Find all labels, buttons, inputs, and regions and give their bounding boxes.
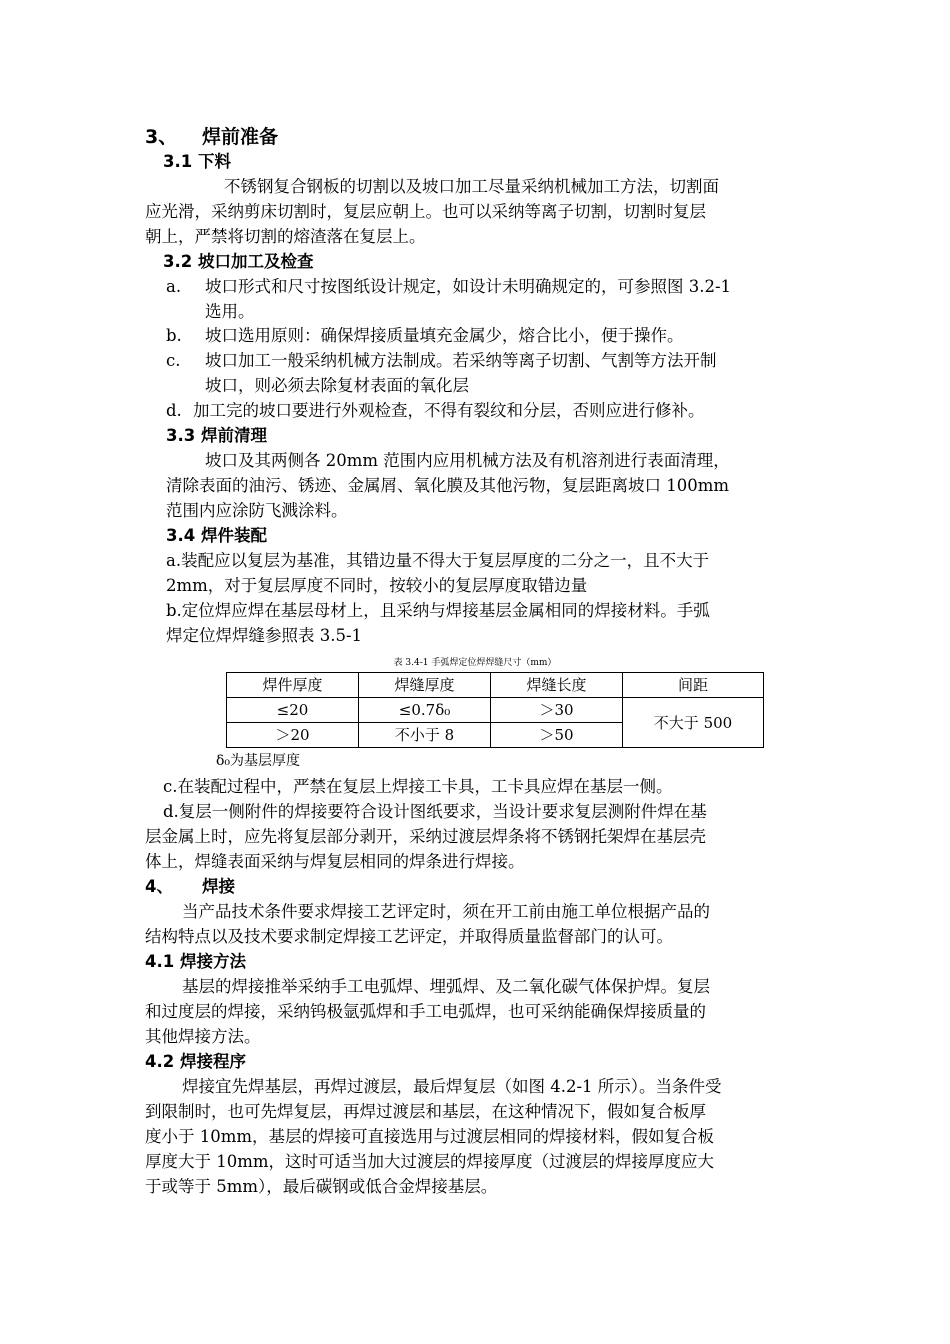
- paragraph-line: 基层的焊接推举采纳手工电弧焊、埋弧焊、及二氧化碳气体保护焊。复层: [182, 977, 710, 996]
- paragraph-line: 结构特点以及技术要求制定焊接工艺评定，并取得质量监督部门的认可。: [145, 927, 673, 946]
- paragraph-line: 焊定位焊焊缝参照表 3.5-1: [166, 626, 363, 645]
- list-item-line: 加工完的坡口要进行外观检查，不得有裂纹和分层，否则应进行修补。: [193, 401, 705, 420]
- table-merged-cell: 不大于 500: [623, 698, 764, 748]
- table-header-cell: 焊缝厚度: [359, 673, 491, 698]
- list-marker: a.: [166, 277, 182, 296]
- table-cell: ≤20: [227, 698, 359, 723]
- paragraph-line: 2mm，对于复层厚度不同时，按较小的复层厚度取错边量: [166, 576, 588, 595]
- paragraph-line: 厚度大于 10mm，这时可适当加大过渡层的焊接厚度（过渡层的焊接厚度应大: [145, 1152, 715, 1171]
- weld-size-table: [226, 672, 764, 748]
- table-cell: ＞30: [491, 698, 623, 723]
- table-header-cell: 间距: [623, 673, 764, 698]
- paragraph-line: 其他焊接方法。: [145, 1027, 261, 1046]
- paragraph-line: 和过度层的焊接，采纳钨极氩弧焊和手工电弧焊，也可采纳能确保焊接质量的: [145, 1002, 706, 1021]
- paragraph-line: 度小于 10mm，基层的焊接可直接选用与过渡层相同的焊接材料，假如复合板: [145, 1127, 715, 1146]
- paragraph-line: 坡口及其两侧各 20mm 范围内应用机械方法及有机溶剂进行表面清理，: [205, 451, 730, 470]
- paragraph-line: d.复层一侧附件的焊接要符合设计图纸要求，当设计要求复层测附件焊在基: [163, 802, 707, 821]
- list-item-line: 选用。: [205, 302, 255, 321]
- section-3-3-title: 3.3 焊前清理: [166, 426, 267, 445]
- list-marker: c.: [166, 351, 181, 370]
- paragraph-line: 于或等于 5mm），最后碳钢或低合金焊接基层。: [145, 1177, 498, 1196]
- section-4-number: 4、: [145, 877, 173, 896]
- paragraph-line: 朝上，严禁将切割的熔渣落在复层上。: [145, 227, 426, 246]
- paragraph-line: 清除表面的油污、锈迹、金属屑、氧化膜及其他污物，复层距离坡口 100mm: [166, 476, 730, 495]
- paragraph-line: 层金属上时，应先将复层部分剥开，采纳过渡层焊条将不锈钢托架焊在基层壳: [145, 827, 706, 846]
- table-caption: 表 3.4-1 手弧焊定位焊焊缝尺寸（mm）: [393, 658, 557, 668]
- section-3-title: 焊前准备: [202, 126, 279, 148]
- list-marker: d.: [166, 401, 182, 420]
- table-row: [227, 698, 764, 723]
- paragraph-line: 范围内应涂防飞溅涂料。: [166, 501, 348, 520]
- section-4-title: 焊接: [202, 877, 235, 896]
- section-3-4-title: 3.4 焊件装配: [166, 526, 267, 545]
- paragraph-line: 不锈钢复合钢板的切割以及坡口加工尽量采纳机械加工方法，切割面: [224, 177, 719, 196]
- list-item-line: 坡口，则必须去除复材表面的氧化层: [205, 376, 469, 395]
- paragraph-line: 体上，焊缝表面采纳与焊复层相同的焊条进行焊接。: [145, 852, 525, 871]
- paragraph-line: 当产品技术条件要求焊接工艺评定时，须在开工前由施工单位根据产品的: [182, 902, 710, 921]
- section-4-1-title: 4.1 焊接方法: [145, 952, 246, 971]
- table-cell: ＞20: [227, 723, 359, 748]
- table-cell: 不小于 8: [359, 723, 491, 748]
- table-header-cell: 焊件厚度: [227, 673, 359, 698]
- paragraph-line: b.定位焊应焊在基层母材上，且采纳与焊接基层金属相同的焊接材料。手弧: [166, 601, 710, 620]
- list-item-line: 坡口选用原则：确保焊接质量填充金属少，熔合比小，便于操作。: [205, 326, 684, 345]
- paragraph-line: 到限制时，也可先焊复层，再焊过渡层和基层，在这种情况下，假如复合板厚: [145, 1102, 706, 1121]
- list-item-line: 坡口形式和尺寸按图纸设计规定，如设计未明确规定的，可参照图 3.2-1: [205, 277, 732, 296]
- table-header-row: [227, 673, 764, 698]
- section-3-1-title: 3.1 下料: [163, 152, 231, 171]
- table-cell: ≤0.7δ₀: [359, 698, 491, 723]
- table-note: δ₀为基层厚度: [216, 753, 301, 769]
- list-item-line: 坡口加工一般采纳机械方法制成。若采纳等离子切割、气割等方法开制: [205, 351, 717, 370]
- section-4-2-title: 4.2 焊接程序: [145, 1052, 246, 1071]
- table-cell: ＞50: [491, 723, 623, 748]
- paragraph-line: c.在装配过程中，严禁在复层上焊接工卡具，工卡具应焊在基层一侧。: [163, 777, 673, 796]
- paragraph-line: a.装配应以复层为基准，其错边量不得大于复层厚度的二分之一，且不大于: [166, 551, 710, 570]
- list-marker: b.: [166, 326, 182, 345]
- table-header-cell: 焊缝长度: [491, 673, 623, 698]
- section-3-number: 3、: [145, 126, 178, 148]
- paragraph-line: 焊接宜先焊基层，再焊过渡层，最后焊复层（如图 4.2-1 所示）。当条件受: [182, 1077, 722, 1096]
- paragraph-line: 应光滑，采纳剪床切割时，复层应朝上。也可以采纳等离子切割，切割时复层: [145, 202, 706, 221]
- section-3-2-title: 3.2 坡口加工及检查: [163, 252, 314, 271]
